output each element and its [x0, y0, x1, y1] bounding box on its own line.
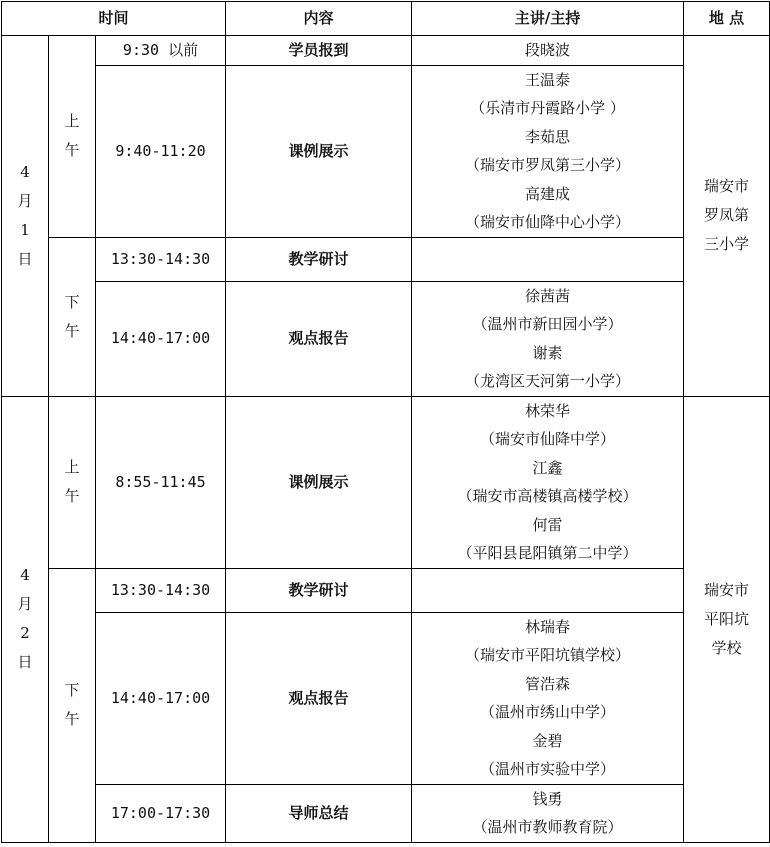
host-line: 王温泰 — [524, 70, 570, 89]
location-line: 瑞安市 — [703, 177, 749, 196]
host-cell-empty — [412, 568, 684, 612]
host-line: 江鑫 — [532, 458, 563, 477]
period-char: 上 — [64, 458, 80, 476]
host-line: （瑞安市仙降中学） — [479, 430, 615, 448]
period-char: 午 — [64, 487, 80, 505]
host-line: 林荣华 — [524, 401, 570, 420]
host-line: （平阳县昆阳镇第二中学） — [457, 544, 638, 562]
period-cell-day1-pm — [49, 237, 96, 396]
date-cell-day2 — [2, 396, 49, 842]
host-cell — [412, 281, 684, 396]
host-line: 林瑞春 — [524, 617, 570, 636]
period-char: 上 — [64, 112, 80, 131]
table-row — [2, 612, 770, 784]
period-cell-day2-pm — [49, 568, 96, 842]
location-line: 学校 — [711, 638, 742, 657]
date-char: 2 — [20, 624, 30, 642]
period-char: 下 — [64, 292, 80, 311]
location-line: 平阳坑 — [703, 609, 749, 628]
header-content: 内容 — [226, 2, 412, 36]
location-line: 罗凤第 — [703, 206, 749, 225]
date-char: 月 — [17, 595, 33, 613]
time-cell: 13:30-14:30 — [96, 237, 226, 281]
host-line: （温州市新田园小学） — [472, 315, 623, 333]
location-cell-day2 — [684, 396, 770, 842]
host-cell — [412, 784, 684, 842]
date-char: 日 — [17, 249, 33, 268]
period-cell-day2-am — [49, 396, 96, 568]
content-cell: 观点报告 — [226, 612, 412, 784]
time-cell: 9:40-11:20 — [96, 65, 226, 237]
location-cell-day1 — [684, 36, 770, 397]
host-line: 李茹思 — [524, 127, 570, 146]
location-line: 三小学 — [703, 235, 749, 254]
period-char: 午 — [64, 710, 80, 728]
host-line: （乐清市丹霞路小学 ） — [470, 99, 625, 117]
header-host: 主讲/主持 — [412, 2, 684, 36]
host-line: 徐茜茜 — [524, 286, 570, 305]
table-row — [2, 237, 770, 281]
date-cell-day1 — [2, 36, 49, 397]
host-line: 管浩森 — [524, 674, 570, 693]
host-cell — [412, 65, 684, 237]
host-line: 谢素 — [532, 343, 563, 362]
period-cell-day1-am — [49, 36, 96, 238]
host-cell-empty — [412, 237, 684, 281]
table-row — [2, 65, 770, 237]
time-cell: 9:30 以前 — [96, 36, 226, 66]
date-char: 4 — [20, 162, 30, 181]
table-row — [2, 568, 770, 612]
host-line: 段晓波 — [524, 41, 570, 59]
host-cell — [412, 396, 684, 568]
content-cell: 课例展示 — [226, 65, 412, 237]
time-cell: 17:00-17:30 — [96, 784, 226, 842]
host-line: （龙湾区天河第一小学） — [464, 372, 630, 390]
content-cell: 导师总结 — [226, 784, 412, 842]
schedule-table — [1, 1, 770, 843]
time-cell: 8:55-11:45 — [96, 396, 226, 568]
host-cell — [412, 36, 684, 66]
host-line: （温州市教师教育院） — [472, 818, 623, 836]
time-cell: 13:30-14:30 — [96, 568, 226, 612]
host-line: 高建成 — [524, 184, 570, 203]
host-line: （瑞安市平阳坑镇学校） — [464, 646, 630, 664]
content-cell: 教学研讨 — [226, 237, 412, 281]
host-line: （温州市绣山中学） — [479, 703, 615, 721]
content-cell: 学员报到 — [226, 36, 412, 66]
content-cell: 课例展示 — [226, 396, 412, 568]
host-line: 金碧 — [532, 731, 563, 750]
table-row — [2, 36, 770, 66]
period-char: 午 — [64, 321, 80, 340]
date-char: 月 — [17, 191, 33, 210]
content-cell: 教学研讨 — [226, 568, 412, 612]
location-line: 瑞安市 — [703, 580, 749, 599]
host-line: （瑞安市仙降中心小学） — [464, 213, 630, 231]
time-cell: 14:40-17:00 — [96, 612, 226, 784]
table-row — [2, 784, 770, 842]
period-char: 下 — [64, 681, 80, 699]
content-cell: 观点报告 — [226, 281, 412, 396]
host-line: （瑞安市罗凤第三小学） — [464, 156, 630, 174]
host-line: 钱勇 — [532, 789, 563, 808]
date-char: 日 — [17, 653, 33, 671]
host-cell — [412, 612, 684, 784]
date-char: 4 — [20, 566, 30, 584]
host-line: 何雷 — [532, 515, 563, 534]
header-row — [2, 2, 770, 36]
table-row — [2, 281, 770, 396]
header-location: 地 点 — [684, 2, 770, 36]
header-time: 时间 — [2, 2, 226, 36]
host-line: （瑞安市高楼镇高楼学校） — [457, 487, 638, 505]
time-cell: 14:40-17:00 — [96, 281, 226, 396]
table-row — [2, 396, 770, 568]
date-char: 1 — [20, 220, 30, 239]
host-line: （温州市实验中学） — [479, 760, 615, 778]
period-char: 午 — [64, 141, 80, 160]
